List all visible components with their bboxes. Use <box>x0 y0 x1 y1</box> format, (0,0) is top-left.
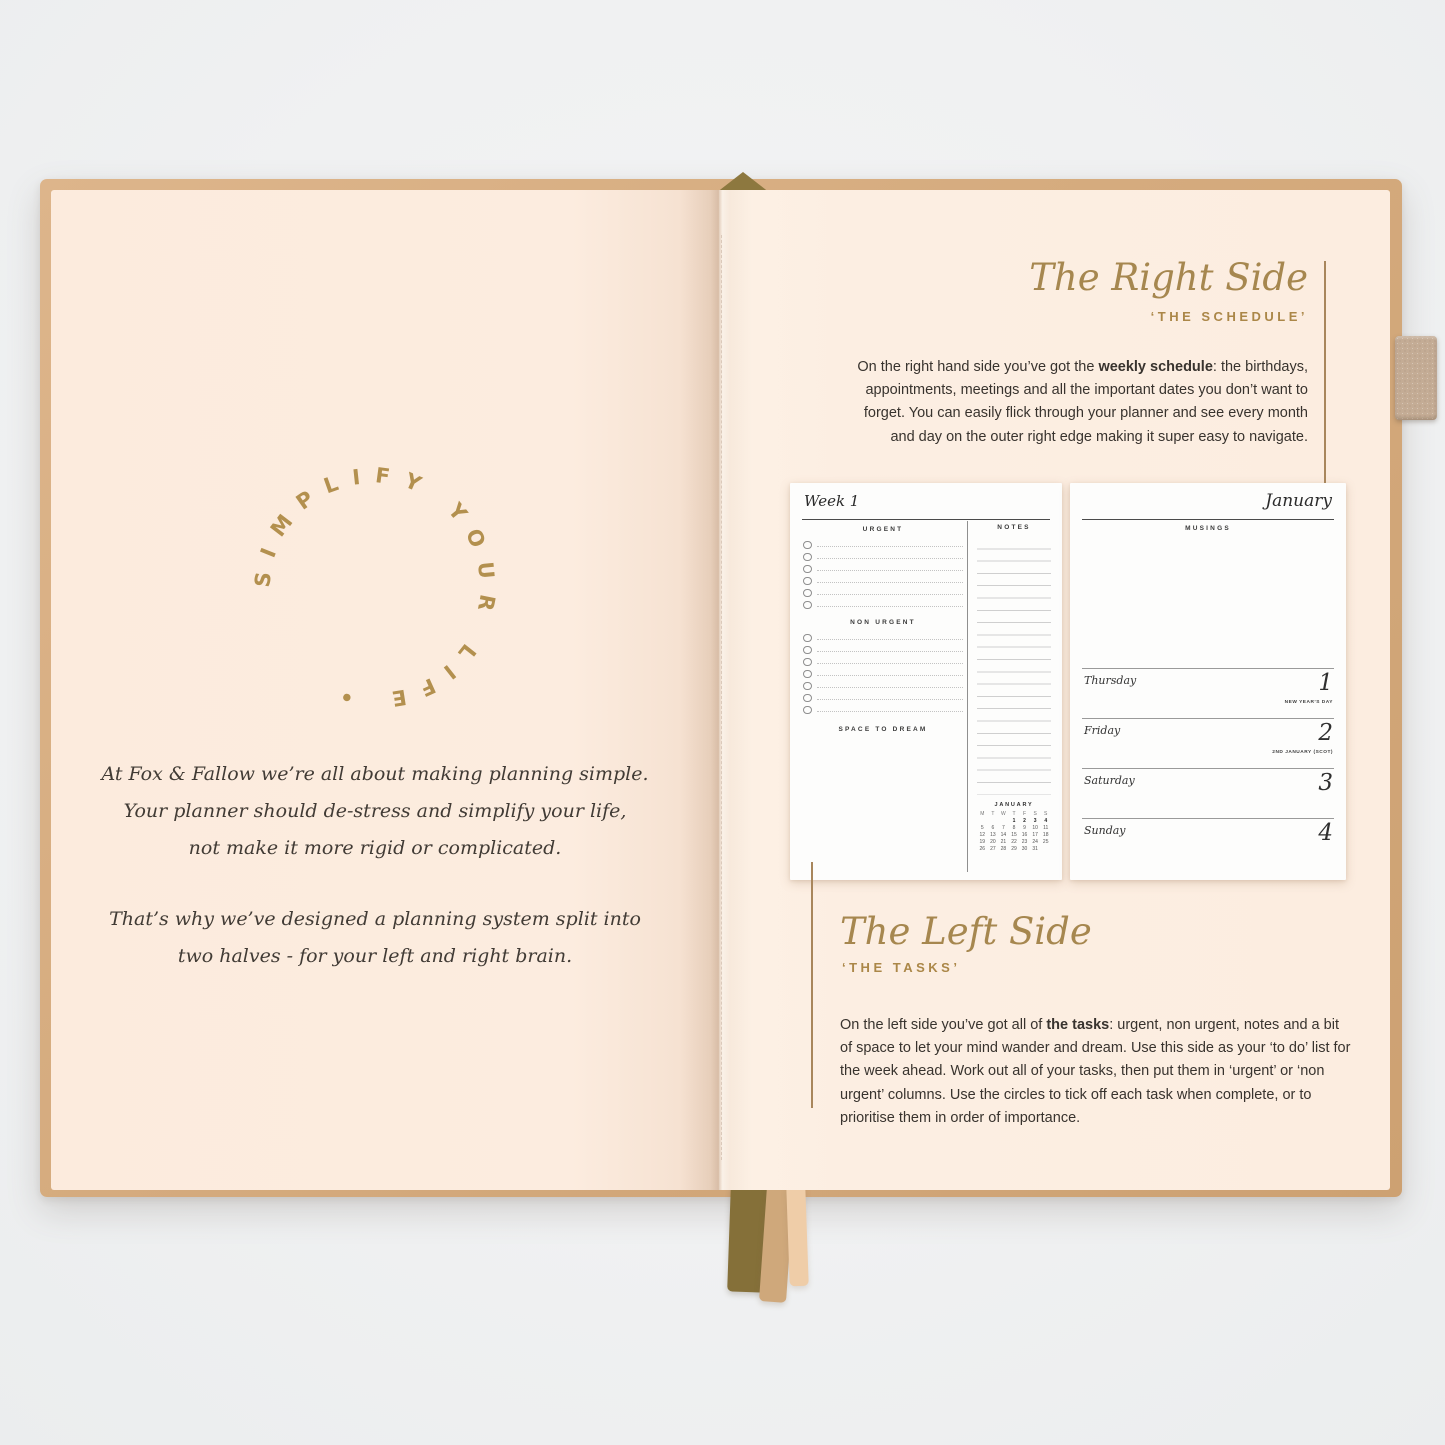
calendar-cell <box>977 818 988 824</box>
task-line <box>817 606 964 607</box>
paragraph-text: : the birthdays, appointments, meetings and all the important dates you don’t want to forget. You can easily flick through your planner and see every month and day on the outer right edge making it super easy to navigate. <box>863 359 1308 445</box>
schedule-day-row <box>1082 718 1334 769</box>
calendar-day-header: T <box>991 811 995 817</box>
day-number: 3 <box>1318 770 1333 796</box>
calendar-cell: 19 <box>979 839 986 845</box>
preview-card-tasks-page <box>790 483 1062 880</box>
calendar-cell: 30 <box>1021 846 1028 852</box>
paragraph-bold-text: the tasks <box>1046 1017 1110 1033</box>
calendar-cell <box>988 818 999 824</box>
calendar-cell: 14 <box>1000 832 1007 838</box>
intro-paragraph-gap <box>90 867 660 901</box>
calendar-cell: 1 <box>1012 818 1016 824</box>
task-row <box>803 667 963 679</box>
mini-calendar-grid <box>977 811 1051 852</box>
calendar-cell: 5 <box>980 825 984 831</box>
task-circle-icon <box>803 553 812 562</box>
calendar-cell <box>998 818 1009 824</box>
calendar-cell: 23 <box>1021 839 1028 845</box>
notes-column <box>977 524 1051 852</box>
calendar-day-header: S <box>1044 811 1048 817</box>
day-name: Sunday <box>1084 824 1126 837</box>
pen-loop-strap <box>1395 336 1437 420</box>
intro-line: Your planner should de-stress and simplify your life, <box>123 800 627 822</box>
task-line <box>817 663 964 664</box>
right-side-title: The Right Side <box>1029 256 1308 299</box>
task-row <box>803 643 963 655</box>
notes-label: NOTES <box>997 524 1031 531</box>
non-urgent-label: NON URGENT <box>850 619 916 626</box>
preview-card-schedule-page <box>1070 483 1346 880</box>
task-circle-icon <box>803 565 812 574</box>
day-holiday-note: 2ND JANUARY (SCOT) <box>1272 750 1333 755</box>
task-circle-icon <box>803 670 812 679</box>
musings-label: MUSINGS <box>1185 525 1231 532</box>
calendar-cell: 13 <box>990 832 996 838</box>
task-line <box>817 594 964 595</box>
space-to-dream-label: SPACE TO DREAM <box>838 726 928 733</box>
schedule-day-row <box>1082 668 1334 719</box>
simplify-your-life-circle-logo <box>225 438 525 738</box>
task-row <box>803 562 963 574</box>
task-row <box>803 598 963 610</box>
calendar-day-header: W <box>1001 811 1006 817</box>
task-row <box>803 679 963 691</box>
calendar-cell: 7 <box>1002 825 1005 831</box>
paragraph-text: On the left side you’ve got all of <box>840 1017 1047 1033</box>
task-circle-icon <box>803 658 812 667</box>
task-line <box>817 687 964 688</box>
musings-section <box>1070 525 1346 532</box>
day-holiday-note: NEW YEAR’S DAY <box>1284 700 1333 705</box>
right-side-paragraph <box>838 356 1308 449</box>
intro-line: two halves - for your left and right brain. <box>177 945 573 967</box>
gold-divider-line-right <box>1324 261 1326 483</box>
calendar-cell: 8 <box>1012 825 1016 831</box>
week-title: Week 1 <box>804 492 860 510</box>
task-row <box>803 631 963 643</box>
schedule-day-row <box>1082 818 1334 879</box>
calendar-cell: 26 <box>979 846 986 852</box>
calendar-cell: 27 <box>990 846 996 852</box>
task-circle-icon <box>803 577 812 586</box>
left-side-subtitle: ‘THE TASKS’ <box>842 960 961 975</box>
calendar-cell: 28 <box>1000 846 1007 852</box>
task-line <box>817 699 964 700</box>
task-line <box>817 570 964 571</box>
gold-divider-line-left <box>811 862 813 1108</box>
day-name: Thursday <box>1084 674 1137 687</box>
intro-copy <box>90 756 660 975</box>
task-circle-icon <box>803 646 812 655</box>
calendar-cell: 9 <box>1023 825 1026 831</box>
paragraph-text: On the right hand side you’ve got the <box>857 359 1099 375</box>
schedule-day-row <box>1082 768 1334 819</box>
calendar-cell: 31 <box>1032 846 1038 852</box>
task-row <box>803 586 963 598</box>
calendar-cell: 20 <box>990 839 996 845</box>
day-name: Saturday <box>1084 774 1135 787</box>
paragraph-bold-text: weekly schedule <box>1098 359 1213 375</box>
task-circle-icon <box>803 634 812 643</box>
calendar-cell: 25 <box>1042 839 1049 845</box>
mini-calendar-title: JANUARY <box>994 802 1034 808</box>
calendar-day-header: F <box>1023 811 1027 817</box>
calendar-cell: 16 <box>1021 832 1028 838</box>
calendar-cell: 22 <box>1011 839 1017 845</box>
task-row <box>803 538 963 550</box>
task-row <box>803 574 963 586</box>
left-side-paragraph <box>840 1014 1352 1130</box>
calendar-cell: 15 <box>1011 832 1017 838</box>
task-line <box>817 546 964 547</box>
mini-month-calendar <box>977 802 1051 852</box>
day-number: 4 <box>1318 820 1333 846</box>
calendar-day-header: T <box>1012 811 1016 817</box>
task-line <box>817 651 964 652</box>
calendar-cell: 10 <box>1032 825 1038 831</box>
calendar-cell: 29 <box>1011 846 1017 852</box>
svg-text:SIMPLIFY YOUR LIFE • <box>250 463 500 712</box>
task-circle-icon <box>803 541 812 550</box>
calendar-day-header: M <box>980 811 985 817</box>
right-side-subtitle: ‘THE SCHEDULE’ <box>1150 309 1308 324</box>
task-circle-icon <box>803 694 812 703</box>
task-line <box>817 582 964 583</box>
intro-line: not make it more rigid or complicated. <box>188 837 562 859</box>
header-rule <box>802 519 1050 520</box>
column-divider <box>967 521 968 872</box>
task-line <box>817 558 964 559</box>
day-name: Friday <box>1084 724 1121 737</box>
task-circle-icon <box>803 706 812 715</box>
header-rule <box>1082 519 1334 520</box>
day-number: 1 <box>1318 670 1333 696</box>
task-line <box>817 711 964 712</box>
calendar-cell: 3 <box>1033 818 1037 824</box>
task-line <box>817 639 964 640</box>
calendar-cell: 6 <box>991 825 995 831</box>
task-line <box>817 675 964 676</box>
task-circle-icon <box>803 682 812 691</box>
calendar-cell: 2 <box>1023 818 1026 824</box>
circle-logo-text: SIMPLIFY YOUR LIFE • <box>250 463 500 713</box>
task-row <box>803 655 963 667</box>
intro-line: That’s why we’ve designed a planning system split into <box>109 908 641 930</box>
calendar-cell: 21 <box>1000 839 1007 845</box>
calendar-cell: 12 <box>979 832 986 838</box>
calendar-cell: 17 <box>1032 832 1038 838</box>
left-side-title: The Left Side <box>840 910 1092 953</box>
day-number: 2 <box>1318 720 1333 746</box>
calendar-cell: 24 <box>1032 839 1038 845</box>
calendar-cell: 18 <box>1042 832 1049 838</box>
calendar-cell: 11 <box>1043 825 1049 831</box>
month-title: January <box>1265 491 1332 511</box>
task-row <box>803 691 963 703</box>
urgent-label: URGENT <box>862 526 904 533</box>
calendar-cell: 4 <box>1044 818 1048 824</box>
task-circle-icon <box>803 589 812 598</box>
notes-ruled-lines <box>977 537 1051 795</box>
intro-line: At Fox & Fallow we’re all about making planning simple. <box>101 763 649 785</box>
task-row <box>803 703 963 715</box>
calendar-cell <box>1040 846 1051 852</box>
calendar-day-header: S <box>1033 811 1037 817</box>
spine-stitching <box>721 235 722 1160</box>
bookmark-ribbon-peach <box>786 1186 808 1287</box>
task-circle-icon <box>803 601 812 610</box>
task-row <box>803 550 963 562</box>
tasks-column <box>803 524 963 733</box>
paragraph-text: : urgent, non urgent, notes and a bit of space to let your mind wander and dream. Use this side as your ‘to do’ list for the week ahead. Work out all of your tasks, then put them in ‘urgent’ or ‘non urgent’ columns. Use the circles to tick off each task when complete, or to prioritise them in order of importance. <box>840 1017 1351 1126</box>
